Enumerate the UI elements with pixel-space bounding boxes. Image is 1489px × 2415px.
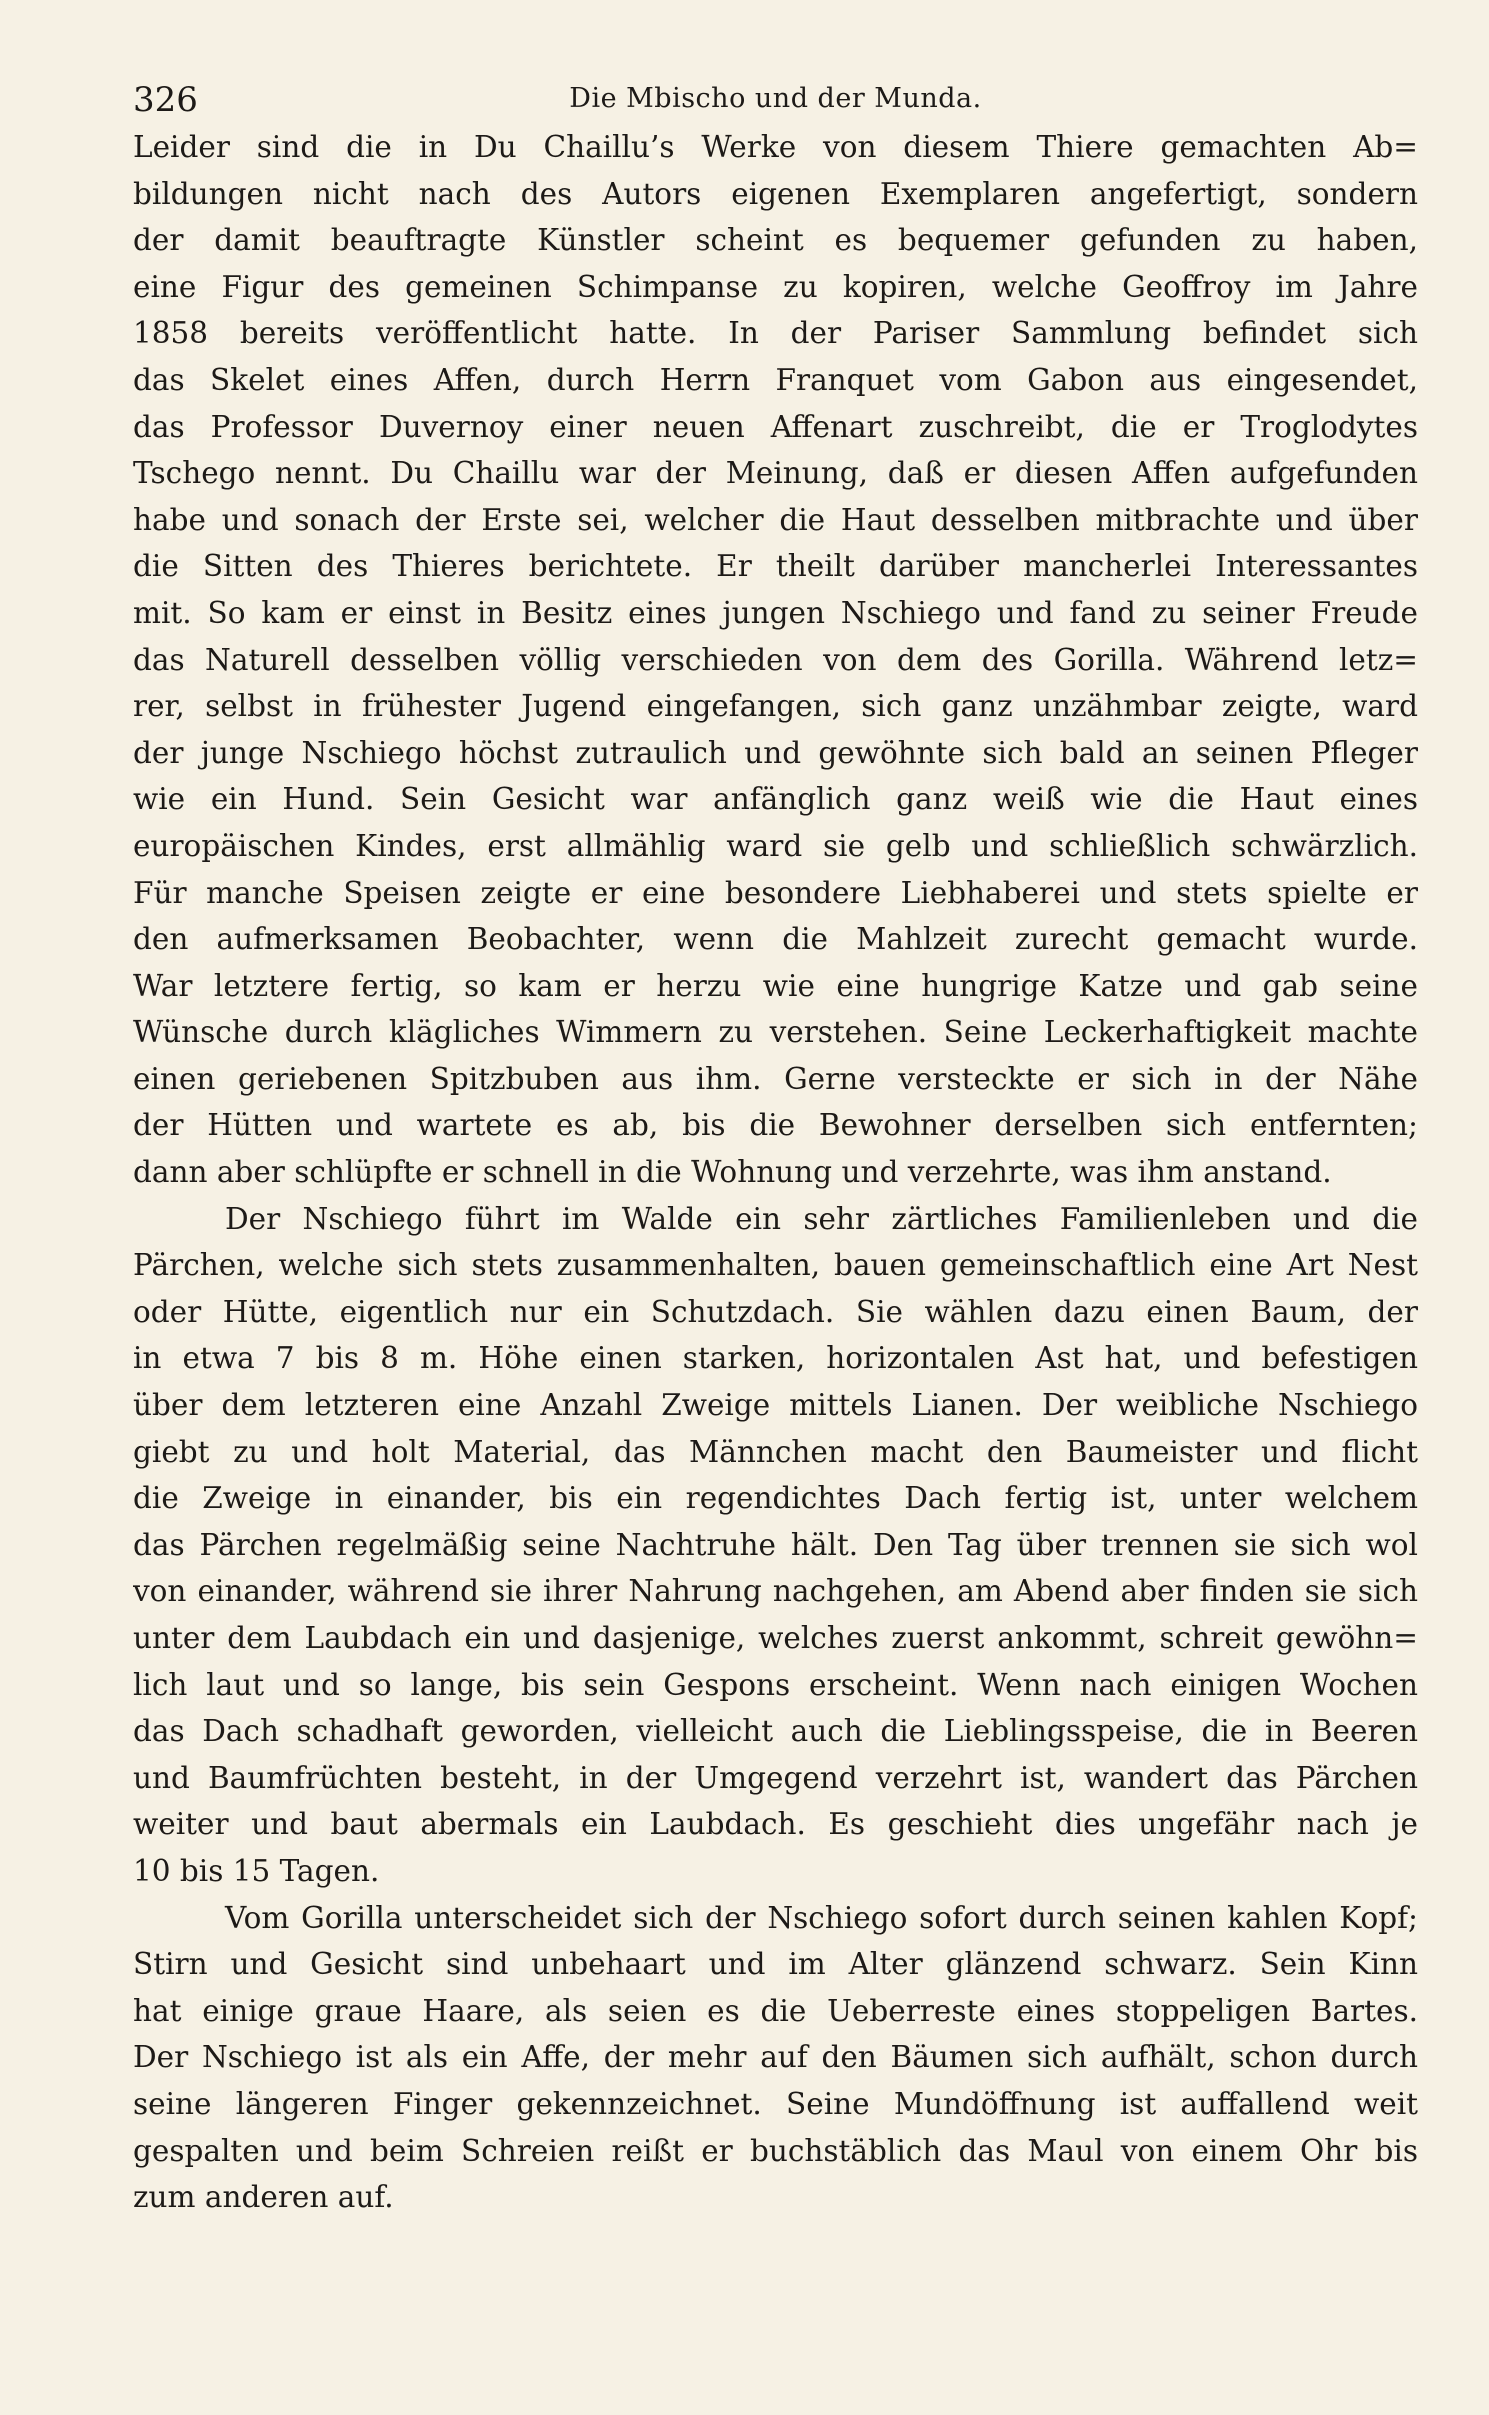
text-line: das Dach schadhaft geworden, vielleicht auch die Lieblingsspeise, die in Beeren xyxy=(133,1714,1418,1749)
text-line: rer, selbst in frühester Jugend eingefangen, sich ganz unzähmbar zeigte, ward xyxy=(133,689,1418,724)
book-page xyxy=(133,72,1418,2221)
text-line: dann aber schlüpfte er schnell in die Wohnung und verzehrte, was ihm anstand. xyxy=(133,1155,1332,1190)
running-title: Die Mbischo und der Munda. xyxy=(569,83,982,114)
text-line: den aufmerksamen Beobachter, wenn die Mahlzeit zurecht gemacht wurde. xyxy=(133,922,1418,957)
text-line: Für manche Speisen zeigte er eine besondere Liebhaberei und stets spielte er xyxy=(133,875,1418,910)
text-line: gespalten und beim Schreien reißt er buchstäblich das Maul von einem Ohr bis xyxy=(133,2133,1418,2168)
text-line: hat einige graue Haare, als seien es die Ueberreste eines stoppeligen Bartes. xyxy=(133,1993,1418,2028)
text-line: von einander, während sie ihrer Nahrung nachgehen, am Abend aber finden sie sich xyxy=(133,1574,1418,1609)
text-line: das Pärchen regelmäßig seine Nachtruhe hält. Den Tag über trennen sie sich wol xyxy=(133,1527,1418,1562)
text-line: Stirn und Gesicht sind unbehaart und im Alter glänzend schwarz. Sein Kinn xyxy=(133,1947,1418,1982)
text-line: das Skelet eines Affen, durch Herrn Franquet vom Gabon aus eingesendet, xyxy=(133,362,1418,397)
text-line: einen geriebenen Spitzbuben aus ihm. Gerne versteckte er sich in der Nähe xyxy=(133,1061,1418,1096)
text-line: und Baumfrüchten besteht, in der Umgegend verzehrt ist, wandert das Pärchen xyxy=(133,1760,1418,1795)
text-line: die Zweige in einander, bis ein regendichtes Dach fertig ist, unter welchem xyxy=(133,1481,1418,1516)
text-line: seine längeren Finger gekennzeichnet. Seine Mundöffnung ist auffallend weit xyxy=(133,2086,1418,2121)
body-text xyxy=(133,124,1418,2221)
text-line: War letztere fertig, so kam er herzu wie eine hungrige Katze und gab seine xyxy=(133,968,1418,1003)
text-line: Der Nschiego ist als ein Affe, der mehr auf den Bäumen sich aufhält, schon durch xyxy=(133,2040,1418,2075)
text-line: zum anderen auf. xyxy=(133,2180,394,2215)
text-line: lich laut und so lange, bis sein Gespons erscheint. Wenn nach einigen Wochen xyxy=(133,1667,1418,1702)
text-line: eine Figur des gemeinen Schimpanse zu kopiren, welche Geoffroy im Jahre xyxy=(133,269,1418,304)
paragraph-1 xyxy=(133,124,1418,1196)
text-line: der Hütten und wartete es ab, bis die Bewohner derselben sich entfernten; xyxy=(133,1108,1418,1143)
page-number: 326 xyxy=(133,80,198,120)
page-header xyxy=(133,72,1418,124)
text-line: Pärchen, welche sich stets zusammenhalten, bauen gemeinschaftlich eine Art Nest xyxy=(133,1248,1418,1283)
text-line: bildungen nicht nach des Autors eigenen Exemplaren angefertigt, sondern xyxy=(133,176,1418,211)
text-line: über dem letzteren eine Anzahl Zweige mittels Lianen. Der weibliche Nschiego xyxy=(133,1388,1418,1423)
text-line: der damit beauftragte Künstler scheint es bequemer gefunden zu haben, xyxy=(133,223,1418,258)
text-line: die Sitten des Thieres berichtete. Er theilt darüber mancherlei Interessantes xyxy=(133,549,1418,584)
text-line: der junge Nschiego höchst zutraulich und gewöhnte sich bald an seinen Pfleger xyxy=(133,735,1418,770)
text-line: in etwa 7 bis 8 m. Höhe einen starken, horizontalen Ast hat, und befestigen xyxy=(133,1341,1418,1376)
text-line: oder Hütte, eigentlich nur ein Schutzdach. Sie wählen dazu einen Baum, der xyxy=(133,1294,1418,1329)
text-line: Der Nschiego führt im Walde ein sehr zärtliches Familienleben und die xyxy=(225,1201,1418,1236)
text-line: unter dem Laubdach ein und dasjenige, welches zuerst ankommt, schreit gewöhn= xyxy=(133,1621,1418,1655)
text-line: 1858 bereits veröffentlicht hatte. In der Pariser Sammlung befindet sich xyxy=(133,316,1418,351)
paragraph-2 xyxy=(133,1196,1418,1895)
text-line: 10 bis 15 Tagen. xyxy=(133,1853,380,1888)
text-line: Tschego nennt. Du Chaillu war der Meinung, daß er diesen Affen aufgefunden xyxy=(133,456,1418,491)
text-line: weiter und baut abermals ein Laubdach. Es geschieht dies ungefähr nach je xyxy=(133,1807,1418,1842)
paragraph-3 xyxy=(133,1895,1418,2221)
text-line: das Naturell desselben völlig verschieden von dem des Gorilla. Während letz= xyxy=(133,642,1418,677)
text-line: das Professor Duvernoy einer neuen Affenart zuschreibt, die er Troglodytes xyxy=(133,409,1418,444)
text-line: Vom Gorilla unterscheidet sich der Nschiego sofort durch seinen kahlen Kopf; xyxy=(225,1900,1418,1935)
text-line: mit. So kam er einst in Besitz eines jungen Nschiego und fand zu seiner Freude xyxy=(133,595,1418,630)
text-line: wie ein Hund. Sein Gesicht war anfänglich ganz weiß wie die Haut eines xyxy=(133,782,1418,817)
text-line: giebt zu und holt Material, das Männchen macht den Baumeister und flicht xyxy=(133,1434,1418,1469)
text-line: europäischen Kindes, erst allmählig ward sie gelb und schließlich schwärzlich. xyxy=(133,828,1418,863)
text-line: Wünsche durch klägliches Wimmern zu verstehen. Seine Leckerhaftigkeit machte xyxy=(133,1015,1418,1050)
text-line: habe und sonach der Erste sei, welcher die Haut desselben mitbrachte und über xyxy=(133,502,1418,537)
text-line: Leider sind die in Du Chaillu’s Werke von diesem Thiere gemachten Ab= xyxy=(133,130,1418,164)
